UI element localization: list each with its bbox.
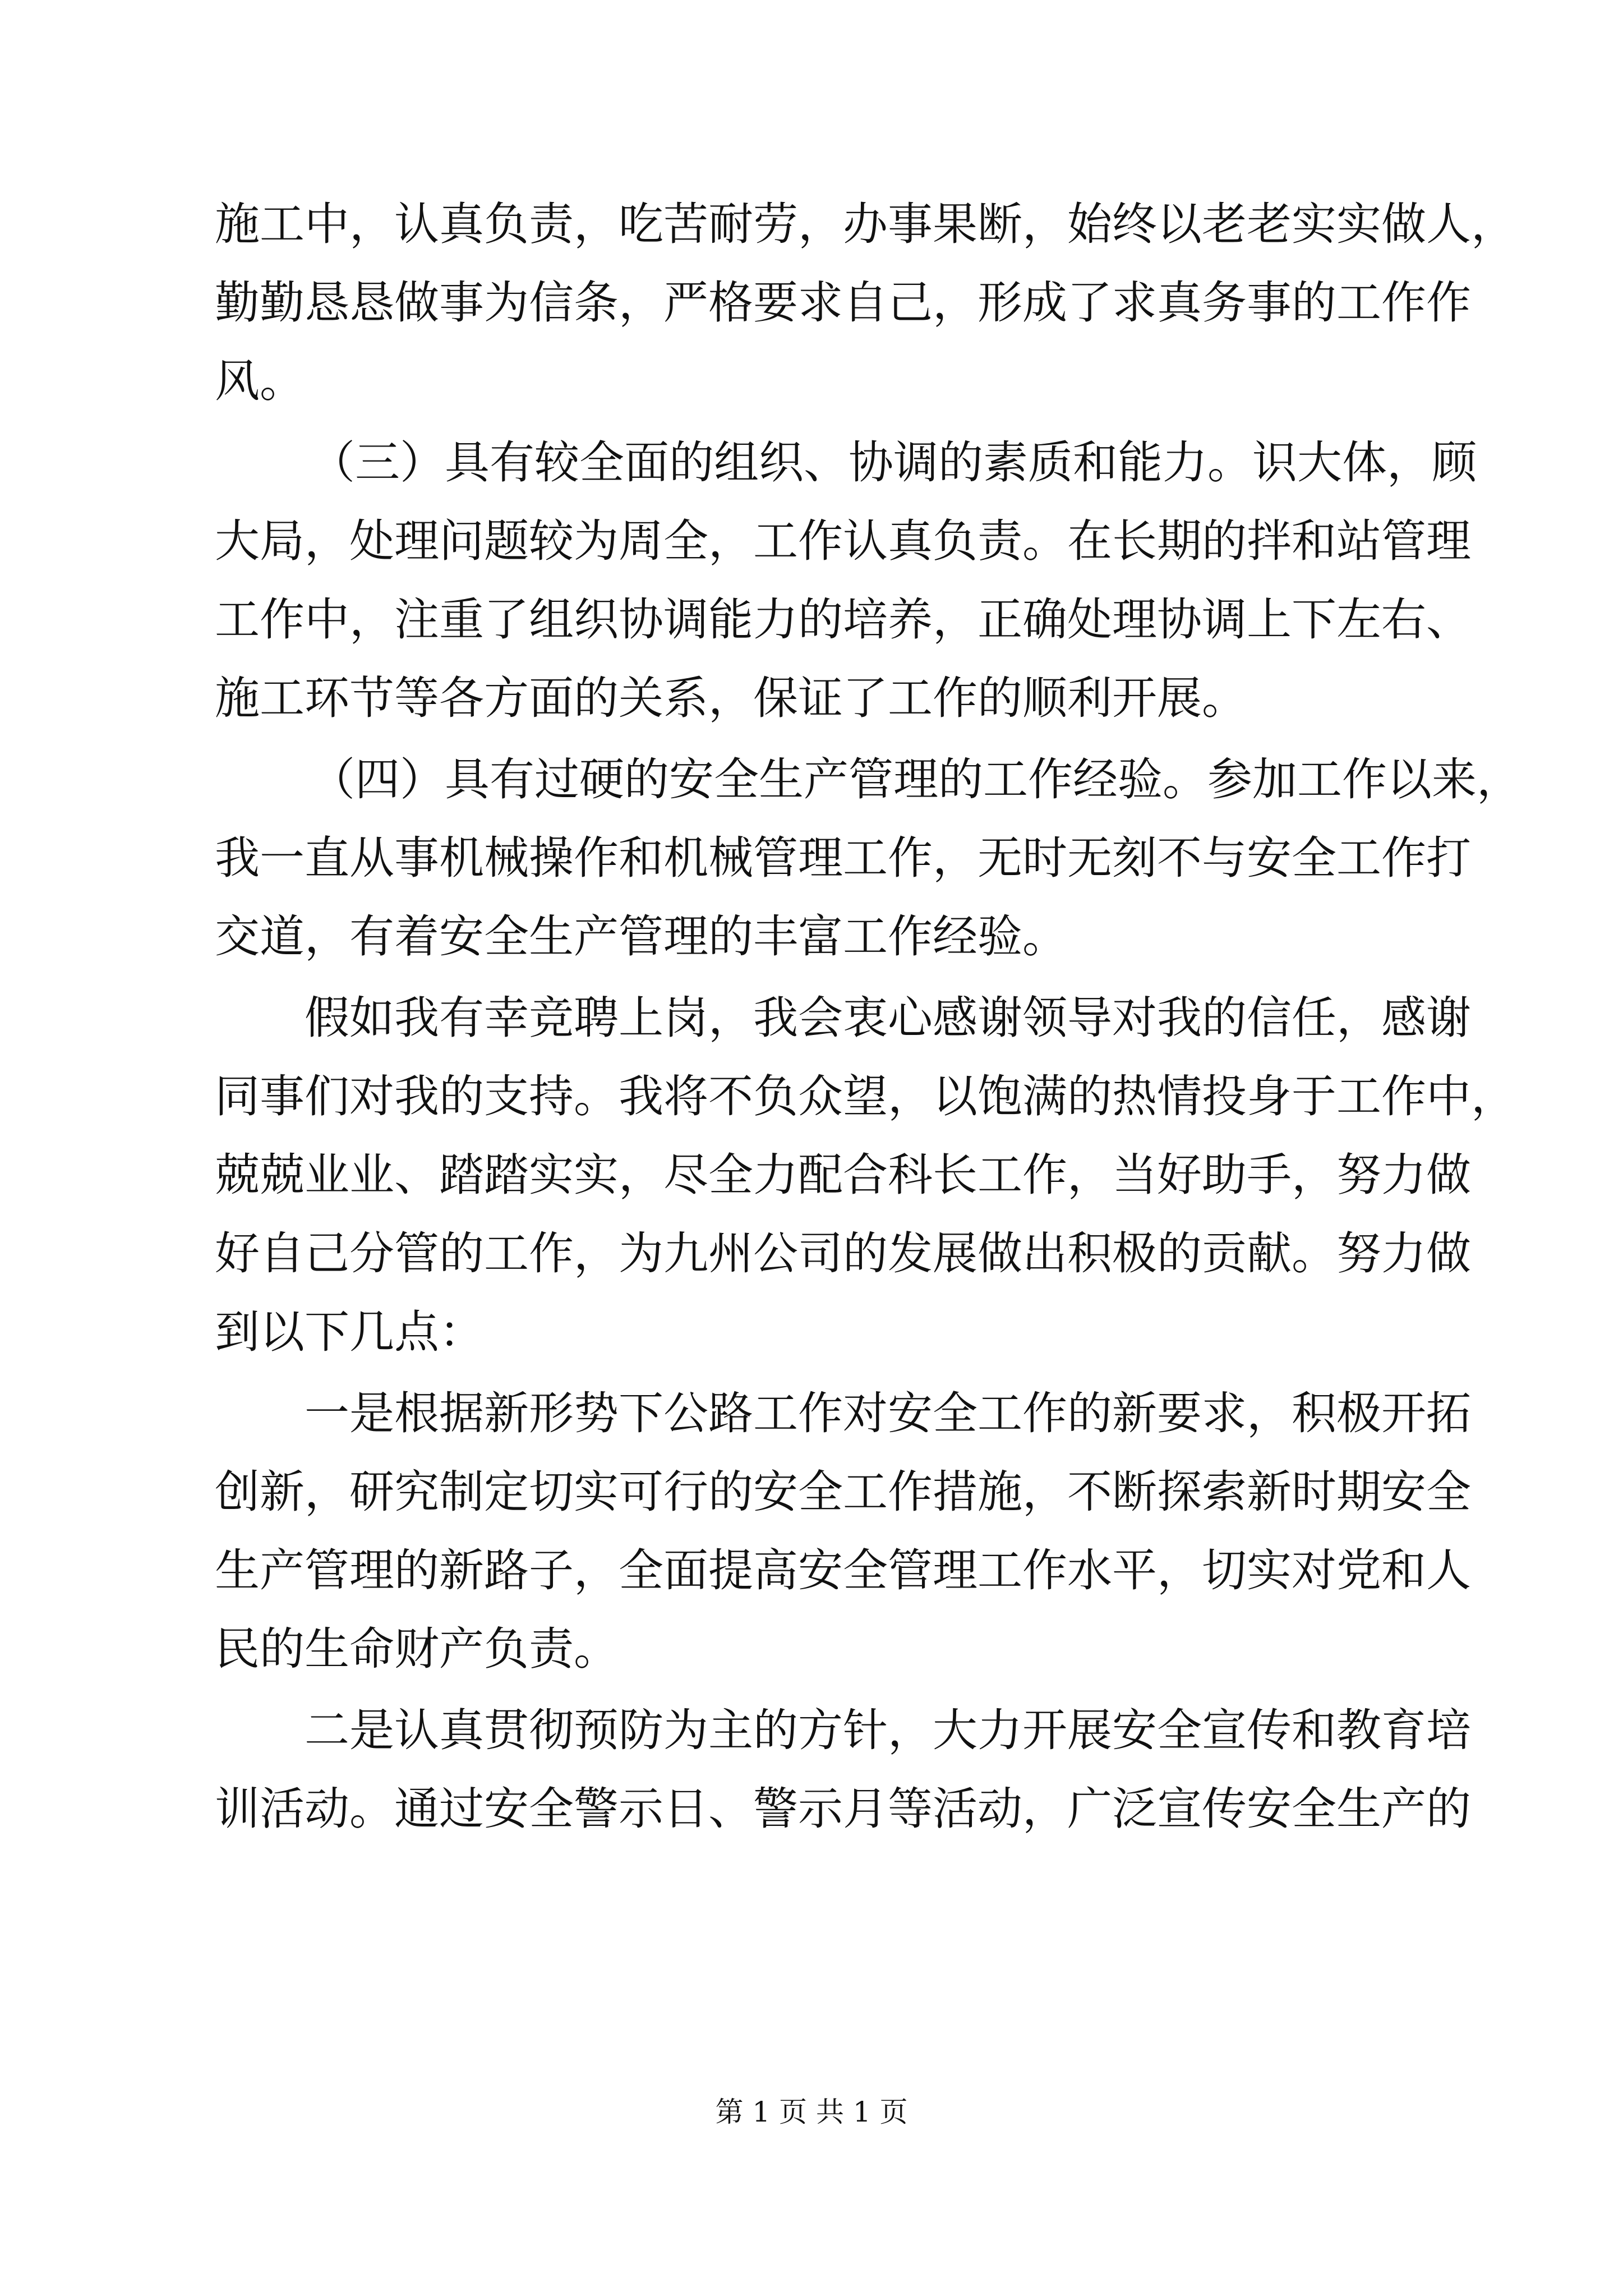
text-line: 好自己分管的工作，为九州公司的发展做出积极的贡献。努力做 [215,1227,1471,1280]
paragraph-first-line: （四）具有过硬的安全生产管理的工作经验。参加工作以来， [310,753,1521,806]
paragraph-first-line: 假如我有幸竞聘上岗，我会衷心感谢领导对我的信任，感谢 [305,992,1471,1044]
text-line: 施工中，认真负责，吃苦耐劳，办事果断，始终以老老实实做人， [215,198,1516,250]
text-line: 交道，有着安全生产管理的丰富工作经验。 [215,910,1067,963]
text-line: 风。 [215,355,305,407]
page-number-footer: 第 1 页 共 1 页 [715,2096,908,2128]
text-line: 创新，研究制定切实可行的安全工作措施，不断探索新时期安全 [215,1466,1471,1518]
text-line: 我一直从事机械操作和机械管理工作，无时无刻不与安全工作打 [215,832,1471,884]
text-line: 兢兢业业、踏踏实实，尽全力配合科长工作，当好助手，努力做 [215,1149,1471,1201]
text-line: 民的生命财产负责。 [215,1623,619,1675]
paragraph-first-line: （三）具有较全面的组织、协调的素质和能力。识大体，顾 [310,436,1477,489]
text-line: 同事们对我的支持。我将不负众望，以饱满的热情投身于工作中， [215,1070,1516,1122]
text-line: 工作中，注重了组织协调能力的培养，正确处理协调上下左右、 [215,593,1471,646]
paragraph-first-line: 一是根据新形势下公路工作对安全工作的新要求，积极开拓 [305,1387,1471,1439]
text-line: 勤勤恳恳做事为信条，严格要求自己，形成了求真务事的工作作 [215,277,1471,329]
text-line: 训活动。通过安全警示日、警示月等活动，广泛宣传安全生产的 [215,1783,1471,1835]
text-line: 生产管理的新路子，全面提高安全管理工作水平，切实对党和人 [215,1544,1471,1596]
text-line: 到以下几点： [215,1306,484,1358]
paragraph-first-line: 二是认真贯彻预防为主的方针，大力开展安全宣传和教育培 [305,1704,1471,1756]
text-line: 大局，处理问题较为周全，工作认真负责。在长期的拌和站管理 [215,515,1471,567]
text-line: 施工环节等各方面的关系，保证了工作的顺利开展。 [215,672,1247,724]
